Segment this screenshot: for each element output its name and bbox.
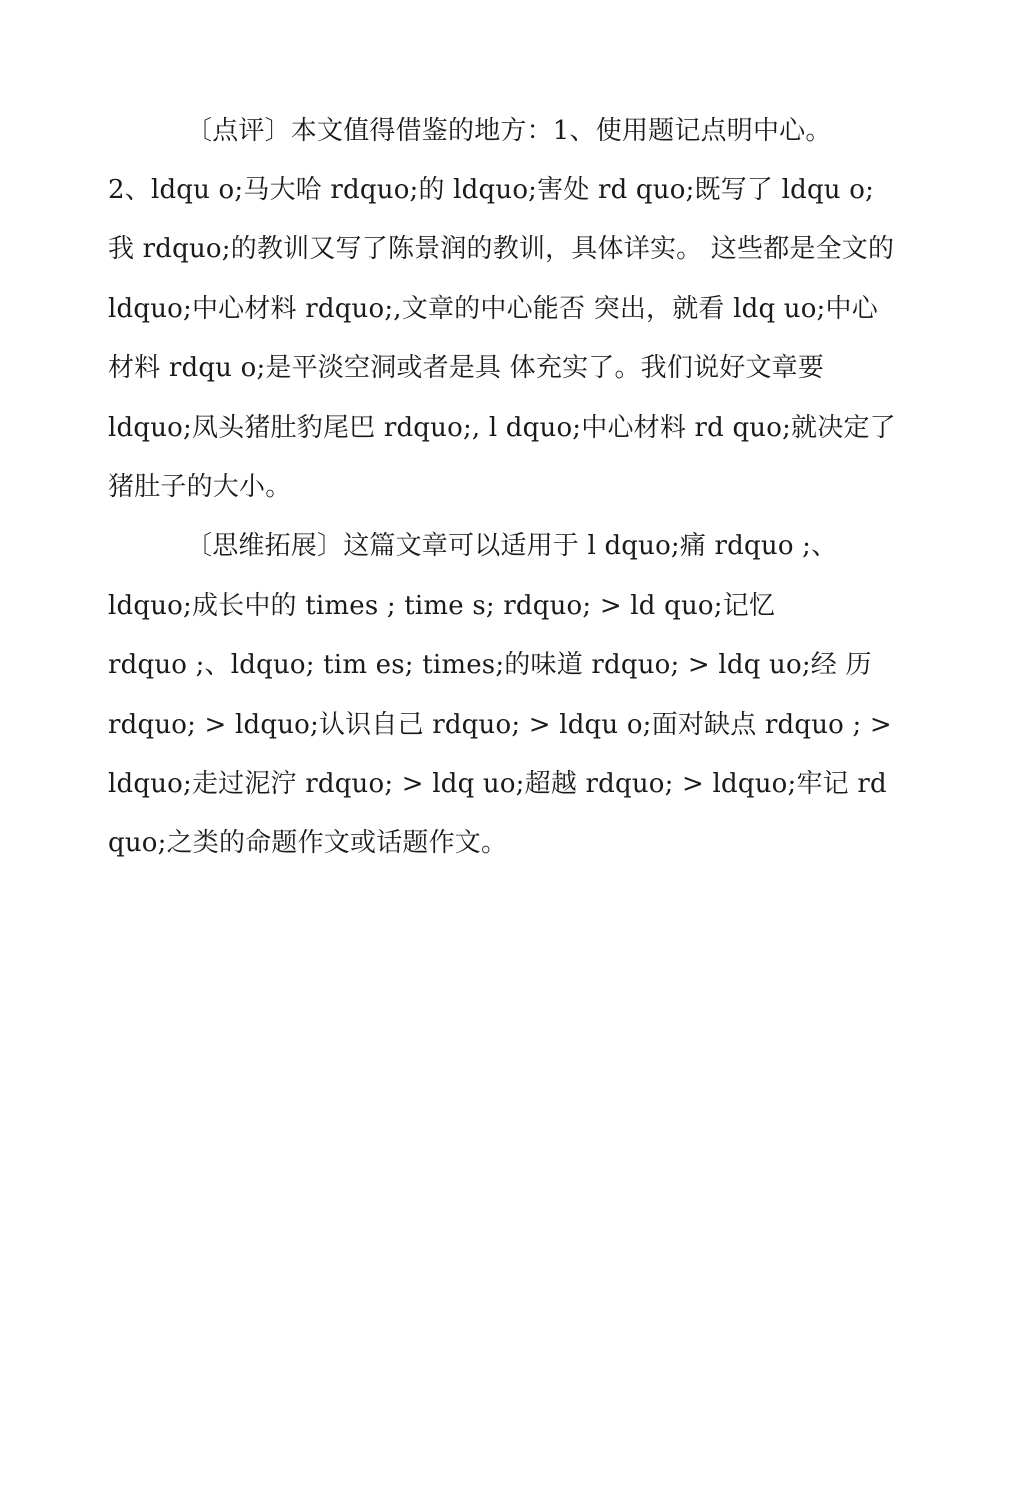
paragraph-line: ldquo;成长中的 times ; time s; rdquo; > ld quo;记忆	[108, 591, 776, 621]
paragraph-line: rdquo ;、ldquo; tim es; times;的味道 rdquo; > ldq uo;经 历	[108, 650, 872, 680]
paragraph-line: ldquo;中心材料 rdquo;,文章的中心能否 突出，就看 ldq uo;中心	[108, 294, 878, 324]
paragraph-line: quo;之类的命题作文或话题作文。	[108, 828, 508, 858]
paragraph-line: rdquo; > ldquo;认识自己 rdquo; > ldqu o;面对缺点 rdquo ; >	[108, 710, 892, 740]
paragraph-line: ldquo;凤头猪肚豹尾巴 rdquo;, l dquo;中心材料 rd quo;就决定了	[108, 413, 896, 443]
paragraph-line: 我 rdquo;的教训又写了陈景润的教训，具体详实。 这些都是全文的	[108, 234, 895, 264]
paragraph-line: 〔思维拓展〕这篇文章可以适用于 l dquo;痛 rdquo ;、	[186, 531, 838, 561]
paragraph-line: 猪肚子的大小。	[108, 472, 292, 502]
paragraph-line: ldquo;走过泥泞 rdquo; > ldq uo;超越 rdquo; > ldquo;牢记 rd	[108, 769, 887, 799]
paragraph-line: 材料 rdqu o;是平淡空洞或者是具 体充实了。我们说好文章要	[108, 353, 825, 383]
paragraph-line: 〔点评〕本文值得借鉴的地方：1、使用题记点明中心。	[186, 116, 832, 146]
paragraph-line: 2、ldqu o;马大哈 rdquo;的 ldquo;害处 rd quo;既写了 ldqu o;	[108, 175, 875, 205]
